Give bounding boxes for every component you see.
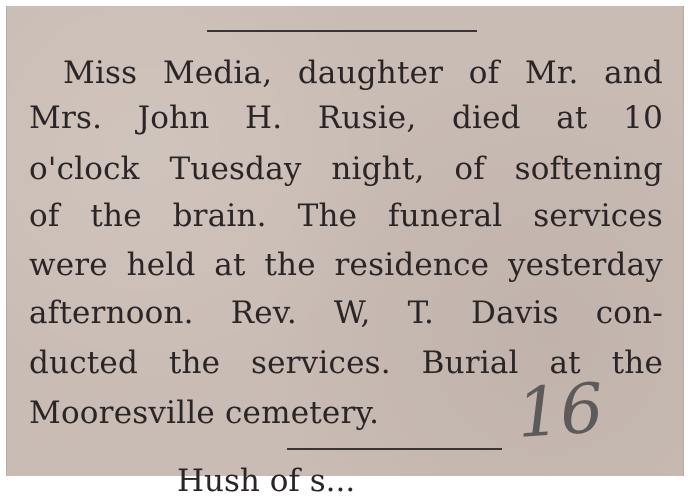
cut-off-next-article	[177, 458, 697, 499]
top-rule	[207, 30, 477, 32]
article-line-1: Miss Media, daughter of Mr. and	[63, 55, 663, 91]
article-line-7: ducted the services. Burial at the	[29, 345, 663, 381]
handwritten-number: 16	[514, 369, 607, 454]
cut-off-text: Hush of s...	[177, 463, 356, 499]
article-line-3: o'clock Tuesday night, of softening	[29, 151, 663, 187]
article-line-2: Mrs. John H. Rusie, died at 10	[29, 100, 663, 136]
article-line-6: afternoon. Rev. W, T. Davis con-	[29, 295, 663, 331]
newspaper-clipping	[6, 6, 684, 499]
article-line-8: Mooresville cemetery.	[29, 395, 380, 431]
bottom-rule	[287, 448, 502, 450]
article-line-4: of the brain. The funeral services	[29, 198, 663, 234]
article-line-5: were held at the residence yesterday	[29, 247, 663, 283]
